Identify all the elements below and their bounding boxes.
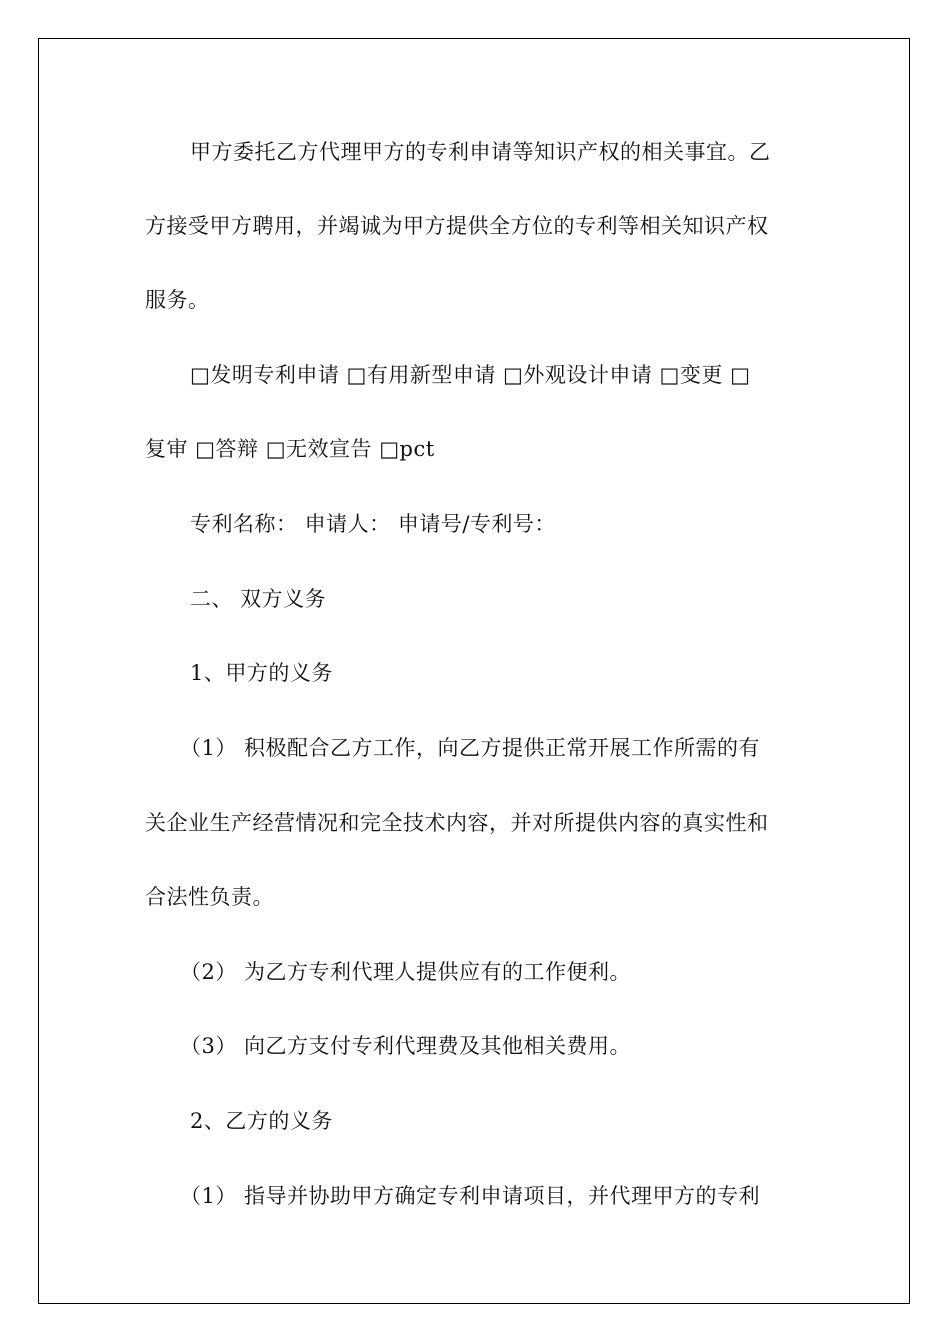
paragraph-line-3: 服务。	[145, 288, 210, 312]
checkbox-options-line-1: □发明专利申请 □有用新型申请 □外观设计申请 □变更 □	[190, 363, 751, 387]
party-b-item-1-line-1: （1） 指导并协助甲方确定专利申请项目，并代理甲方的专利	[180, 1184, 761, 1208]
party-a-item-1-line-2: 关企业生产经营情况和完全技术内容，并对所提供内容的真实性和	[145, 811, 769, 835]
paragraph-line-1: 甲方委托乙方代理甲方的专利申请等知识产权的相关事宜。乙	[190, 140, 771, 164]
party-a-item-1-line-3: 合法性负责。	[145, 885, 274, 909]
party-a-item-2: （2） 为乙方专利代理人提供应有的工作便利。	[180, 960, 632, 984]
checkbox-options-line-2: 复审 □答辩 □无效宣告 □pct	[145, 437, 435, 461]
subsection-heading-party-b: 2、乙方的义务	[190, 1109, 333, 1133]
paragraph-line-2: 方接受甲方聘用，并竭诚为甲方提供全方位的专利等相关知识产权	[145, 214, 769, 238]
section-heading-obligations: 二、 双方义务	[190, 587, 327, 611]
patent-info-fields: 专利名称： 申请人： 申请号/专利号：	[190, 512, 556, 536]
party-a-item-3: （3） 向乙方支付专利代理费及其他相关费用。	[180, 1034, 632, 1058]
party-a-item-1-line-1: （1） 积极配合乙方工作，向乙方提供正常开展工作所需的有	[180, 736, 761, 760]
subsection-heading-party-a: 1、甲方的义务	[190, 661, 333, 685]
